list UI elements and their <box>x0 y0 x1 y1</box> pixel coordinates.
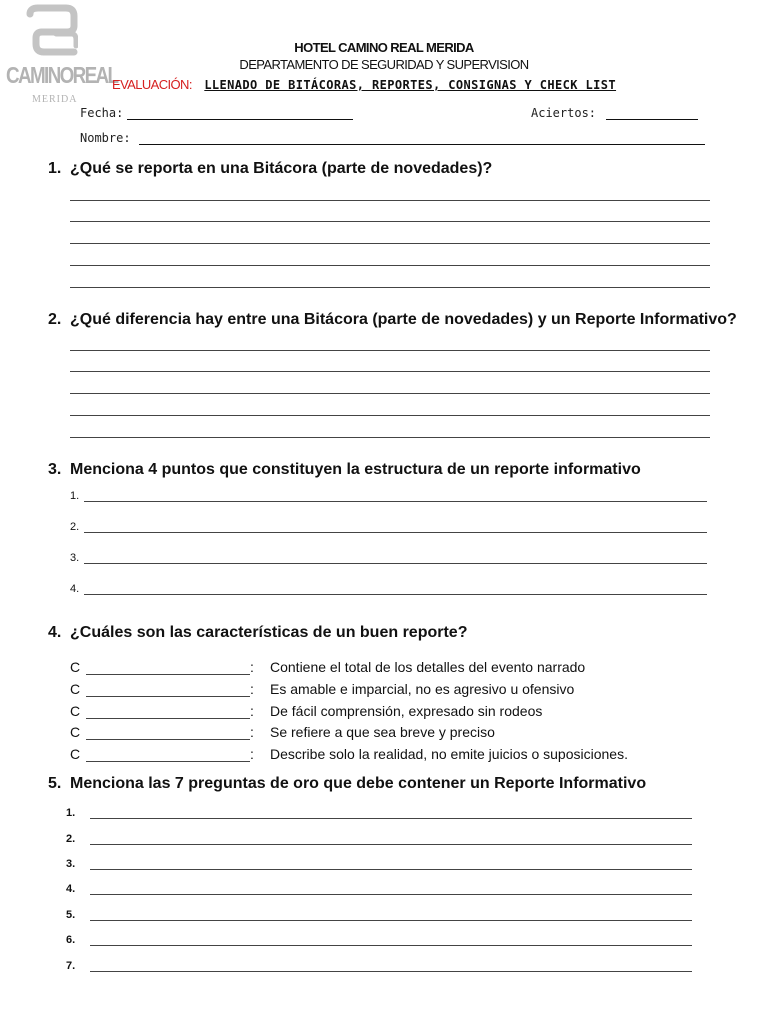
characteristic-description: Es amable e imparcial, no es agresivo u ofensivo <box>270 681 575 697</box>
aciertos-blank[interactable] <box>606 108 698 120</box>
evaluation-title: LLENADO DE BITÁCORAS, REPORTES, CONSIGNAS Y CHECK LIST <box>204 78 617 92</box>
characteristic-blank[interactable] <box>86 685 250 697</box>
answer-line[interactable] <box>70 437 710 438</box>
answer-line[interactable] <box>70 350 710 351</box>
fecha-label: Fecha: <box>80 106 124 120</box>
question-4 <box>48 624 467 642</box>
hotel-logo <box>4 4 118 106</box>
numbered-answer-row[interactable] <box>70 490 707 502</box>
item-number: 1. <box>66 807 76 819</box>
characteristic-row[interactable]: C : De fácil comprensión, expresado sin rodeos <box>70 703 543 719</box>
item-number: 4. <box>70 583 80 595</box>
answer-line[interactable] <box>70 287 710 288</box>
fecha-field[interactable] <box>80 106 353 120</box>
answer-line[interactable] <box>70 221 710 222</box>
question-text: ¿Qué se reporta en una Bitácora (parte de novedades)? <box>70 160 493 177</box>
answer-blank[interactable] <box>90 835 692 845</box>
question-number: 3. <box>48 461 62 478</box>
aciertos-field[interactable] <box>531 106 698 120</box>
item-number: 1. <box>70 490 80 502</box>
c-prefix: C <box>70 724 81 740</box>
question-number: 2. <box>48 311 62 328</box>
answer-line[interactable] <box>70 200 710 201</box>
answer-blank[interactable] <box>90 809 692 819</box>
question-text: ¿Cuáles son las características de un buen reporte? <box>70 624 468 641</box>
answer-line[interactable] <box>70 393 710 394</box>
characteristic-description: Se refiere a que sea breve y preciso <box>270 724 495 740</box>
answer-blank[interactable] <box>84 523 707 533</box>
logo-brand-text: CAMINOREAL <box>6 62 118 88</box>
characteristic-blank[interactable] <box>86 707 250 719</box>
question-text: ¿Qué diferencia hay entre una Bitácora (parte de novedades) y un Reporte Informativo? <box>70 311 737 328</box>
numbered-answer-row[interactable] <box>70 552 707 564</box>
answer-blank[interactable] <box>84 492 707 502</box>
characteristic-description: Contiene el total de los detalles del evento narrado <box>270 659 586 675</box>
answer-line[interactable] <box>70 415 710 416</box>
golden-question-row[interactable] <box>66 960 692 972</box>
question-number: 1. <box>48 160 62 177</box>
question-text: Menciona 4 puntos que constituyen la estructura de un reporte informativo <box>70 461 641 478</box>
golden-question-row[interactable] <box>66 833 692 845</box>
item-number: 2. <box>70 521 80 533</box>
numbered-answer-row[interactable] <box>70 521 707 533</box>
evaluation-heading <box>112 76 616 94</box>
characteristic-blank[interactable] <box>86 728 250 740</box>
fecha-blank[interactable] <box>127 108 353 120</box>
answer-blank[interactable] <box>90 936 692 946</box>
characteristic-row[interactable]: C : Describe solo la realidad, no emite juicios o suposiciones. <box>70 746 628 762</box>
answer-line[interactable] <box>70 265 710 266</box>
nombre-field[interactable] <box>80 131 705 145</box>
golden-question-row[interactable] <box>66 807 692 819</box>
characteristic-blank[interactable] <box>86 750 250 762</box>
item-number: 3. <box>70 552 80 564</box>
item-number: 2. <box>66 833 76 845</box>
characteristic-description: De fácil comprensión, expresado sin rodeos <box>270 703 543 719</box>
characteristic-row[interactable]: C : Es amable e imparcial, no es agresivo u ofensivo <box>70 681 575 697</box>
item-number: 3. <box>66 858 76 870</box>
department-name: DEPARTAMENTO DE SEGURIDAD Y SUPERVISION <box>239 57 529 72</box>
golden-question-row[interactable] <box>66 883 692 895</box>
numbered-answer-row[interactable] <box>70 583 707 595</box>
characteristic-row[interactable]: C : Contiene el total de los detalles del evento narrado <box>70 659 586 675</box>
nombre-blank[interactable] <box>139 133 705 145</box>
answer-line[interactable] <box>70 371 710 372</box>
c-prefix: C <box>70 746 81 762</box>
logo-city-text: MERIDA <box>32 94 78 105</box>
question-5 <box>48 775 646 793</box>
c-prefix: C <box>70 681 81 697</box>
answer-blank[interactable] <box>84 585 707 595</box>
answer-blank[interactable] <box>90 885 692 895</box>
item-number: 5. <box>66 909 76 921</box>
question-number: 4. <box>48 624 62 641</box>
item-number: 4. <box>66 883 76 895</box>
characteristic-description: Describe solo la realidad, no emite juicios o suposiciones. <box>270 746 628 762</box>
characteristic-blank[interactable] <box>86 663 250 675</box>
question-text: Menciona las 7 preguntas de oro que debe contener un Reporte Informativo <box>70 775 647 792</box>
aciertos-label: Aciertos: <box>531 106 597 120</box>
answer-line[interactable] <box>70 243 710 244</box>
evaluation-label: EVALUACIÓN: <box>112 77 192 92</box>
golden-question-row[interactable] <box>66 909 692 921</box>
golden-question-row[interactable] <box>66 858 692 870</box>
c-prefix: C <box>70 659 81 675</box>
c-prefix: C <box>70 703 81 719</box>
hotel-name: HOTEL CAMINO REAL MERIDA <box>294 40 474 55</box>
question-3 <box>48 461 641 479</box>
question-1 <box>48 160 492 178</box>
answer-blank[interactable] <box>90 962 692 972</box>
item-number: 6. <box>66 934 76 946</box>
answer-blank[interactable] <box>90 911 692 921</box>
question-number: 5. <box>48 775 62 792</box>
answer-blank[interactable] <box>90 860 692 870</box>
item-number: 7. <box>66 960 76 972</box>
answer-blank[interactable] <box>84 554 707 564</box>
question-2 <box>48 311 737 329</box>
characteristic-row[interactable]: C : Se refiere a que sea breve y preciso <box>70 724 495 740</box>
golden-question-row[interactable] <box>66 934 692 946</box>
nombre-label: Nombre: <box>80 131 131 145</box>
